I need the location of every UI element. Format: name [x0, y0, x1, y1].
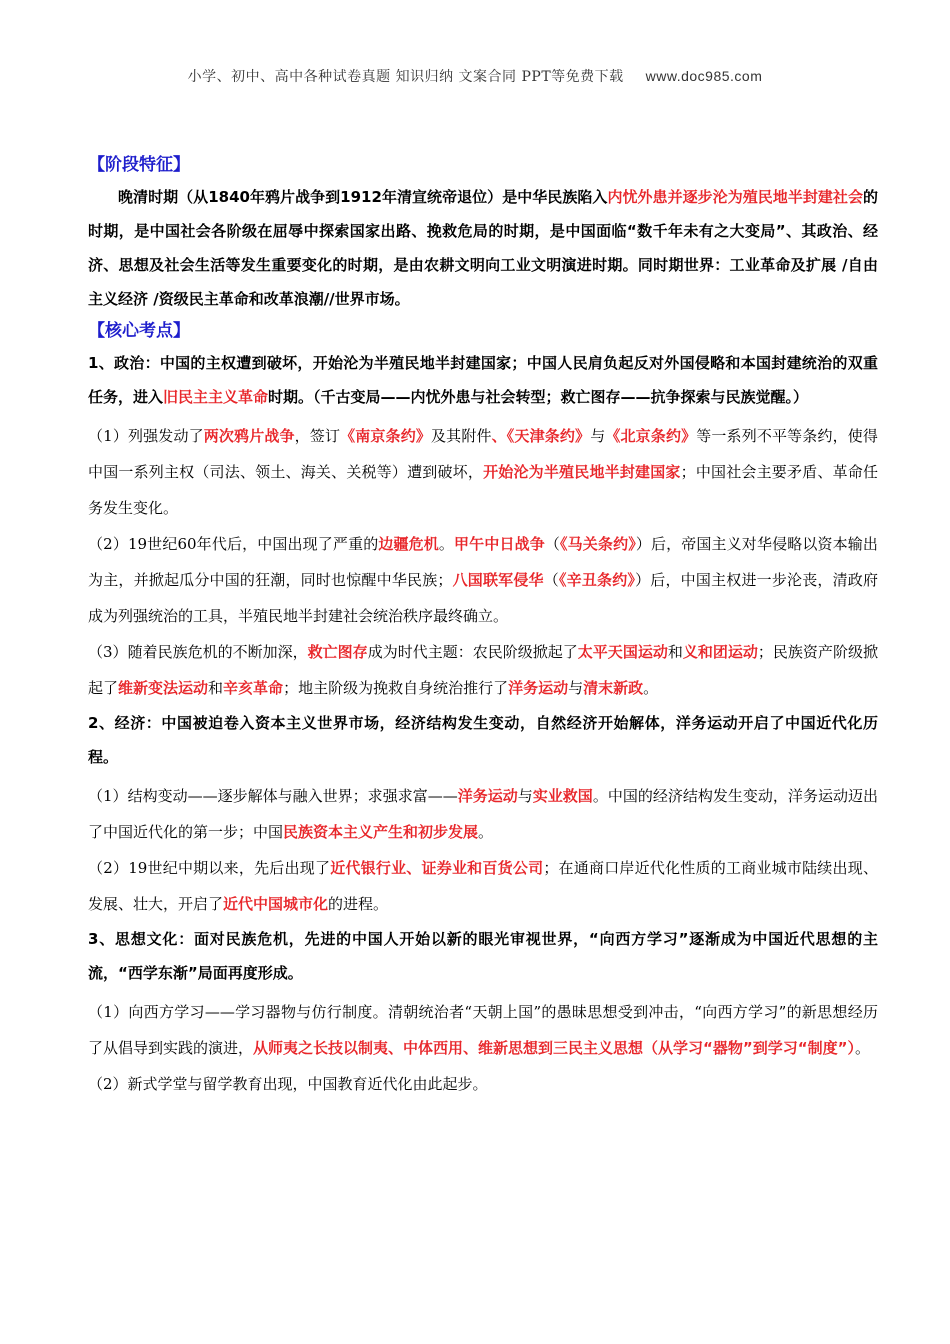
politics-point-2: [88, 526, 878, 634]
text-run: 的时期，是中国社会各阶级在屈辱中探索国家出路、挽救危局的时期，是中国面临“数千年未有之大变局”、其政治、经济、思想及社会生活等发生重要变化的时期，是由农耕文明向工业文明演进时期。同时期世界：工业革命及扩展 /自由主义经济 /资级民主革命和改革浪潮//世界市场。: [88, 188, 878, 308]
politics-point-3: [88, 634, 878, 706]
highlight: 甲午中日战争: [454, 535, 545, 553]
text-run: 与: [568, 679, 584, 697]
highlight: 边疆危机: [378, 535, 439, 553]
culture-point-1: [88, 994, 878, 1066]
text-run: （2）19世纪中期以来，先后出现了: [88, 859, 331, 877]
section-title-core: 【核心考点】: [88, 321, 190, 341]
text-run: ）后，帝国主义对华侵略以资本输出为主，并掀起瓜分中国的狂潮，同时也惊醒中华民族；: [88, 535, 878, 589]
highlight: 义和团运动: [682, 643, 758, 661]
highlight: 旧民主主义革命: [163, 388, 269, 406]
text-run: （2）19世纪60年代后，中国出现了严重的: [88, 535, 379, 553]
highlight: 清末新政: [583, 679, 644, 697]
highlight: 维新变法运动: [118, 679, 209, 697]
culture-heading: 3、思想文化：面对民族危机，先进的中国人开始以新的眼光审视世界，“向西方学习”逐渐成为中国近代思想的主流，“西学东渐”局面再度形成。: [88, 930, 878, 982]
text-run: 。: [854, 1039, 870, 1057]
highlight: 八国联军侵华: [452, 571, 544, 589]
header-site-url[interactable]: www.doc985.com: [645, 68, 763, 84]
text-run: （3）随着民族危机的不断加深，: [88, 643, 308, 661]
text-run: 。: [438, 535, 455, 553]
text-run: 和: [208, 679, 224, 697]
text-run: 。: [478, 823, 494, 841]
stage-paragraph: [88, 180, 878, 316]
economy-point-2: [88, 850, 878, 922]
text-run: ）后，中国主权进一步沦丧，清政府成为列强统治的工具，半殖民地半封建社会统治秩序最终确立。: [88, 571, 878, 625]
text-run: ；中国社会主要矛盾、革命任务发生变化。: [88, 463, 878, 517]
highlight: 近代中国城市化: [223, 895, 329, 913]
highlight: 《南京条约》: [340, 427, 432, 445]
text-run: 与: [517, 787, 533, 805]
economy-point-1: [88, 778, 878, 850]
highlight: 《辛丑条约》: [558, 571, 636, 589]
highlight: 救亡图存: [307, 643, 368, 661]
politics-heading: [88, 346, 878, 414]
text-run: （: [543, 571, 559, 589]
highlight: 实业救国: [532, 787, 593, 805]
text-run: （1）结构变动——逐步解体与融入世界；求强求富——: [88, 787, 458, 805]
politics-point-1: [88, 418, 878, 526]
highlight: 、《天津条约》: [491, 427, 591, 445]
section-title-stage: 【阶段特征】: [88, 155, 190, 175]
document-body: [88, 150, 878, 1102]
text-run: 等一系列不平等条约，使得中国一系列主权（司法、领土、海关、关税等）遭到破坏，: [88, 427, 878, 481]
header-text: 小学、初中、高中各种试卷真题 知识归纳 文案合同 PPT等免费下载: [187, 69, 624, 85]
highlight: 辛亥革命: [223, 679, 284, 697]
highlight: 《北京条约》: [605, 427, 697, 445]
text-run: 。中国的经济结构发生变动，洋务运动迈出了中国近代化的第一步；中国: [88, 787, 878, 841]
highlight: 从师夷之长技以制夷、中体西用、维新思想到三民主义思想（从学习“器物”到学习“制度”）: [253, 1039, 855, 1057]
text-run: 晚清时期（从1840年鸦片战争到1912年清宣统帝退位）是中华民族陷入: [118, 188, 608, 206]
text-run: 。: [643, 679, 659, 697]
text-run: ；地主阶级为挽救自身统治推行了: [283, 679, 509, 697]
text-run: 时期。（千古变局——内忧外患与社会转型；救亡图存——抗争探索与民族觉醒。）: [268, 388, 809, 406]
text-run: ，签订: [294, 427, 341, 445]
text-run: 和: [667, 643, 683, 661]
highlight: 两次鸦片战争: [203, 427, 295, 445]
culture-point-2: （2）新式学堂与留学教育出现，中国教育近代化由此起步。: [88, 1075, 488, 1093]
text-run: 的进程。: [328, 895, 389, 913]
highlight: 太平天国运动: [577, 643, 668, 661]
text-run: 及其附件: [431, 427, 492, 445]
text-run: ；民族资产阶级掀起了: [88, 643, 878, 697]
text-run: （: [544, 535, 561, 553]
text-run: 1、政治：中国的主权遭到破坏，开始沦为半殖民地半封建国家；中国人民肩负起反对外国侵略和本国封建统治的双重任务，进入: [88, 354, 878, 406]
highlight: 近代银行业、证券业和百货公司: [330, 859, 544, 877]
text-run: （1）向西方学习——学习器物与仿行制度。清朝统治者“天朝上国”的愚昧思想受到冲击，“向西方学习”的新思想经历了从倡导到实践的演进，: [88, 1003, 878, 1057]
text-run: 与: [590, 427, 606, 445]
text-run: （1）列强发动了: [88, 427, 204, 445]
text-run: ；在通商口岸近代化性质的工商业城市陆续出现、发展、壮大，开启了: [88, 859, 878, 913]
highlight: 民族资本主义产生和初步发展: [283, 823, 479, 841]
highlight: 洋务运动: [457, 787, 518, 805]
economy-heading: 2、经济：中国被迫卷入资本主义世界市场，经济结构发生变动，自然经济开始解体，洋务运动开启了中国近代化历程。: [88, 714, 878, 766]
highlight: 内忧外患并逐步沦为殖民地半封建社会: [607, 188, 863, 206]
text-run: 成为时代主题：农民阶级掀起了: [367, 643, 578, 661]
highlight: 开始沦为半殖民地半封建国家: [483, 463, 681, 481]
highlight: 《马关条约》: [560, 535, 636, 553]
highlight: 洋务运动: [508, 679, 569, 697]
page-header: [0, 66, 950, 86]
